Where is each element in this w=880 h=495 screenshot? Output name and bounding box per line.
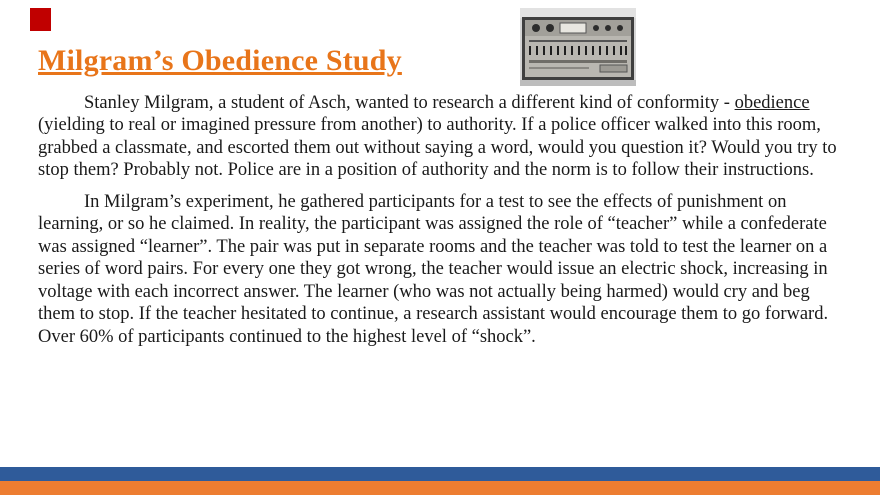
paragraph-1-text: Stanley Milgram, a student of Asch, wanted to research a different kind of conformity - <box>84 93 735 113</box>
paragraph-1 <box>38 92 844 182</box>
page-title: Milgram’s Obedience Study <box>38 44 402 77</box>
slide-body <box>38 44 844 357</box>
paragraph-1-text-continued: (yielding to real or imagined pressure from another) to authority. If a police officer walked into this room, grabbed a classmate, and escorted them out without saying a word, would you question it? Would you try to stop them? Probably not. Police are in a position of authority and the norm is to follow their instructions. <box>38 115 837 181</box>
obedience-term: obedience <box>734 93 810 113</box>
footer-bar-orange <box>0 481 880 495</box>
footer-bar-blue <box>0 467 880 481</box>
paragraph-2: In Milgram’s experiment, he gathered participants for a test to see the effects of punishment on learning, or so he claimed. In reality, the participant was assigned the role of “teacher” while a confederate was assigned “learner”. The pair was put in separate rooms and the teacher was told to test the learner on a series of word pairs. For every one they got wrong, the teacher would issue an electric shock, increasing in voltage with each incorrect answer. The learner (who was not actually being harmed) would cry and beg them to stop. If the teacher hesitated to continue, a research assistant would encourage them to go forward. Over 60% of participants continued to the highest level of “shock”. <box>38 191 829 347</box>
corner-accent-square <box>30 8 51 31</box>
